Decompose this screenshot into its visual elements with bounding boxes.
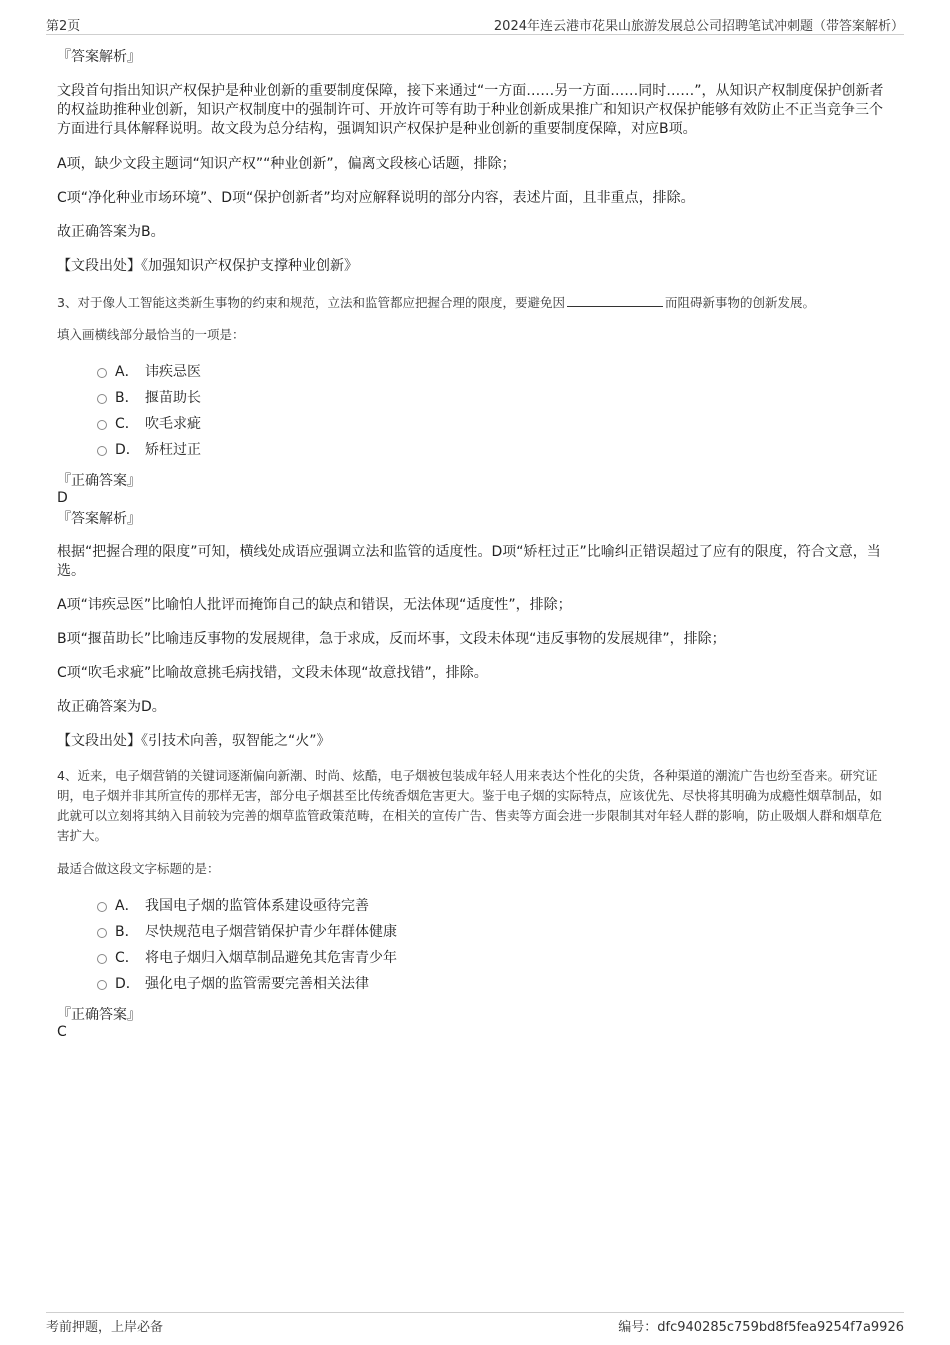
q3-options [57, 359, 892, 463]
radio-icon[interactable] [97, 954, 107, 964]
q3-option-b[interactable]: B． 揠苗助长 [57, 385, 892, 411]
q3-analysis-p1: 根据“把握合理的限度”可知，横线处成语应强调立法和监管的适度性。D项“矫枉过正”比喻纠正错误超过了应有的限度，符合文意，当选。 [57, 544, 881, 579]
q3-analysis-label: 『答案解析』 [57, 511, 141, 527]
q3-prompt: 填入画横线部分最恰当的一项是： [57, 327, 245, 342]
radio-icon[interactable] [97, 928, 107, 938]
page-header [46, 14, 904, 35]
radio-icon[interactable] [97, 368, 107, 378]
q2-analysis-p3: C项“净化种业市场环境”、D项“保护创新者”均对应解释说明的部分内容，表述片面，且非重点，排除。 [57, 190, 695, 206]
q4-prompt: 最适合做这段文字标题的是： [57, 861, 220, 876]
radio-icon[interactable] [97, 902, 107, 912]
q3-analysis-p5: 故正确答案为D。 [57, 699, 166, 715]
q4-correct-label: 『正确答案』 [57, 1007, 141, 1023]
q4-question: 4、近来，电子烟营销的关键词逐渐偏向新潮、时尚、炫酷，电子烟被包装成年轻人用来表达个性化的尖货，各种渠道的潮流广告也纷至沓来。研究证明，电子烟并非其所宣传的那样无害，部分电子烟甚至比传统香烟危害更大。鉴于电子烟的实际特点，应该优先、尽快将其明确为成瘾性烟草制品，如此就可以立刻将其纳入目前较为完善的烟草监管政策范畴，在相关的宣传广告、售卖等方面会进一步限制其对年轻人群的影响，防止吸烟人群和烟草危害扩大。 [57, 768, 883, 843]
q2-analysis-label: 『答案解析』 [57, 49, 141, 65]
q4-correct-answer: C [57, 1024, 67, 1040]
q3-source: 【文段出处】《引技术向善，驭智能之“火”》 [57, 733, 331, 749]
q2-analysis-p4: 故正确答案为B。 [57, 224, 165, 240]
q3-option-d[interactable]: D． 矫枉过正 [57, 437, 892, 463]
q3-text-after: 而阻碍新事物的创新发展。 [664, 295, 815, 310]
q4-option-b[interactable]: B． 尽快规范电子烟营销保护青少年群体健康 [57, 919, 892, 945]
radio-icon[interactable] [97, 420, 107, 430]
radio-icon[interactable] [97, 394, 107, 404]
q3-option-a[interactable]: A． 讳疾忌医 [57, 359, 892, 385]
footer-slogan: 考前押题，上岸必备 [46, 1320, 164, 1335]
q3-question [57, 293, 892, 313]
q3-analysis-p3: B项“揠苗助长”比喻违反事物的发展规律，急于求成，反而坏事，文段未体现“违反事物的发展规律”，排除； [57, 631, 726, 647]
radio-icon[interactable] [97, 446, 107, 456]
q2-analysis-p2: A项，缺少文段主题词“知识产权”“种业创新”，偏离文段核心话题，排除； [57, 156, 516, 172]
q3-blank [567, 294, 663, 307]
page-content [57, 46, 892, 1041]
q3-analysis-p4: C项“吹毛求疵”比喻故意挑毛病找错，文段未体现“故意找错”，排除。 [57, 665, 488, 681]
document-code: 编号：dfc940285c759bd8f5fea9254f7a9926 [618, 1320, 904, 1335]
q4-option-c[interactable]: C． 将电子烟归入烟草制品避免其危害青少年 [57, 945, 892, 971]
q2-source: 【文段出处】《加强知识产权保护支撑种业创新》 [57, 258, 358, 274]
q4-option-d[interactable]: D． 强化电子烟的监管需要完善相关法律 [57, 971, 892, 997]
page-footer [46, 1312, 904, 1335]
q3-text-before: 3、对于像人工智能这类新生事物的约束和规范，立法和监管都应把握合理的限度，要避免因 [57, 295, 565, 310]
q3-correct-answer: D [57, 490, 68, 506]
page-number: 第2页 [46, 19, 81, 34]
q4-options [57, 893, 892, 997]
q3-option-c[interactable]: C． 吹毛求疵 [57, 411, 892, 437]
q3-analysis-p2: A项“讳疾忌医”比喻怕人批评而掩饰自己的缺点和错误，无法体现“适度性”，排除； [57, 597, 572, 613]
q2-analysis-p1: 文段首句指出知识产权保护是种业创新的重要制度保障，接下来通过“一方面……另一方面……同时……”，从知识产权制度保护创新者的权益助推种业创新，知识产权制度中的强制许可、开放许可等有助于种业创新成果推广和知识产权保护能够有效防止不正当竞争三个方面进行具体解释说明。故文段为总分结构，强调知识产权保护是种业创新的重要制度保障，对应B项。 [57, 83, 884, 137]
q3-correct-label: 『正确答案』 [57, 473, 141, 489]
document-title: 2024年连云港市花果山旅游发展总公司招聘笔试冲刺题（带答案解析） [493, 19, 904, 34]
q4-option-a[interactable]: A． 我国电子烟的监管体系建设亟待完善 [57, 893, 892, 919]
radio-icon[interactable] [97, 980, 107, 990]
